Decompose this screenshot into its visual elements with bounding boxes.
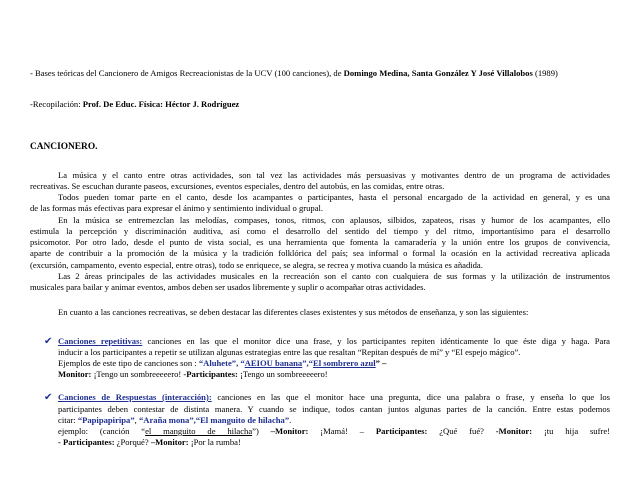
source-prefix: - Bases teóricas del Cancionero de Amigos Recreacionistas de la UCV (100 canciones), de (30, 68, 344, 78)
paragraph-line: En cuanto a las canciones recreativas, se deben destacar las diferentes clases existentes y sus métodos de enseñanza, y son las siguientes: (58, 307, 529, 317)
list-item-line: citar: “Papipapiripa”, “Araña mona”,“El manguito de hilacha”. (58, 415, 292, 425)
checkmark-icon: ✔ (44, 336, 53, 347)
recopilacion-label: -Recopilación: (30, 99, 83, 109)
paragraph-line: La música y el canto entre otras actividades, son tal vez las actividades más persuasivas y motivantes dentro de un programa de actividades (58, 170, 610, 180)
source-line (30, 68, 610, 79)
paragraph-line: psicomotor. Por otro lado, desde el punto de vista social, es una herramienta que fomenta la camaradería y la unión entre los grupos de convivencia, (30, 237, 610, 247)
list-item-line: Canciones repetitivas: canciones en las que el monitor dice una frase, y los participantes repiten idénticamente lo que éste diga y haga. Para (58, 336, 610, 346)
list-item-line: Canciones de Respuestas (interacción): canciones en las que el monitor hace una pregunta, dice una palabra o frase, y enseña lo que los (58, 392, 610, 402)
source-year: (1989) (532, 68, 558, 78)
paragraph-line: Todos pueden tomar parte en el canto, desde los acampantes o participantes, hasta el personal encargado de la actividad en general, y es una (58, 192, 610, 202)
list-item-line: Monitor: ¡Tengo un sombreeeeero! -Participantes: ¡Tengo un sombreeeeero! (58, 369, 328, 379)
list-item-line: - Participantes: ¿Porqué? –Monitor: ¡Por la rumba! (58, 437, 241, 447)
list-item-line: Ejemplos de este tipo de canciones son : “Aluhete”, “AEIOU banana”,“El sombrero azul” – (58, 358, 387, 368)
paragraph-line: musicales para bailar y animar eventos, ambos deben ser usados libremente y suplir o acompañar otras actividades. (30, 282, 426, 292)
list-item-line: inducir a los participantes a repetir se utilizan algunas estrategias entre las que resaltan “Repitan después de mí” y “El espejo mágico”. (58, 347, 521, 357)
paragraph-line: recreativas. Se escuchan durante paseos, excursiones, eventos especiales, dentro del autobús, en las comidas, entre otras. (30, 181, 445, 191)
recopilacion-value: Prof. De Educ. Física: Héctor J. Rodríguez (82, 99, 240, 109)
item-term: Canciones de Respuestas (interacción): (58, 392, 212, 402)
paragraph-line: aparte de contribuir a la promoción de la música y la tradición folklórica del país; sea informal o formal la ocasión en la actividad recreativa aplicada (30, 248, 610, 258)
checkmark-icon: ✔ (44, 392, 53, 403)
item-term: Canciones repetitivas: (58, 336, 143, 346)
source-authors: Domingo Medina, Santa González Y José Villalobos (343, 68, 533, 78)
paragraph-line: estimula la percepción y discriminación auditiva, así como el desarrollo del sentido del tiempo y del ritmo, importantísimo para el desarrollo (30, 226, 610, 236)
page-title: CANCIONERO. (30, 142, 98, 152)
paragraph-line: En la música se entremezclan las melodías, compases, tonos, ritmos, con aplausos, silbidos, zapateos, risas y humor de los acampantes, ello (58, 215, 610, 225)
list-item-line: ejemplo: (canción “el manguito de hilacha”) –Monitor: ¡Mamá! – Participantes: ¿Qué fué? -Monitor: ¡tu hija sufre! (58, 426, 610, 436)
paragraph-line: de las formas más efectivas para expresar el ánimo y sentimiento individual o grupal. (30, 203, 324, 213)
paragraph-line: Las 2 áreas principales de las actividades musicales en la recreación son el canto con cualquiera de sus formas y la utilización de instrumentos (58, 271, 610, 281)
paragraph-line: (excursión, campamento, evento especial, entre otras), todo se enriquece, se alegra, se recrea y motiva cuando la música es añadida. (30, 260, 483, 270)
recopilacion-line (30, 99, 610, 110)
list-item-line: participantes deben contestar de distinta manera. Y cuando se indique, todos cantan juntos algunas partes de la canción. Entre estas podemos (58, 404, 610, 414)
